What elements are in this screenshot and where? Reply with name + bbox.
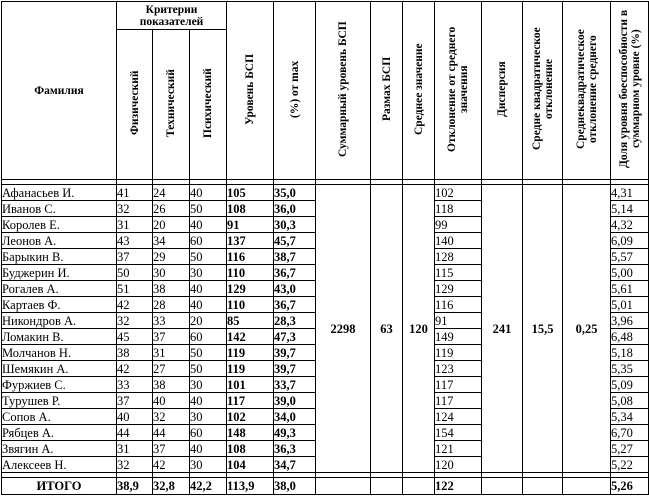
totals-empty-mean [403,478,435,495]
cell-surname: Сопов А. [2,409,117,425]
cell-pct-max: 36,0 [274,201,316,217]
cell-pct-max: 49,3 [274,425,316,441]
cell-surname: Турушев Р. [2,393,117,409]
cell-surname: Звягин А. [2,441,117,457]
totals-empty-variance [482,478,523,495]
results-table [1,1,649,495]
cell-deviation: 119 [435,345,482,361]
header-range-bsp-text: Размах БСП [380,56,393,122]
header-mean-text: Среднее значение [412,43,425,135]
cell-share: 6,09 [611,233,649,249]
cell-pct-max: 36,3 [274,441,316,457]
cell-pct-max: 34,7 [274,457,316,473]
cell-mean: 120 [403,185,435,473]
cell-psychic: 50 [190,201,227,217]
cell-std: 15,5 [523,185,563,473]
cell-range-bsp: 63 [371,185,403,473]
cell-bsp-level: 85 [227,313,274,329]
header-variance-text: Дисперсия [496,61,509,117]
header-total-bsp [316,2,371,180]
cell-deviation: 91 [435,313,482,329]
header-pct-max-text: (%) от max [288,60,301,118]
cell-physical: 37 [117,393,153,409]
cell-share: 5,34 [611,409,649,425]
cell-std-mean: 0,25 [563,185,611,473]
cell-share: 5,14 [611,201,649,217]
cell-psychic: 60 [190,329,227,345]
cell-surname: Картаев Ф. [2,297,117,313]
cell-deviation: 99 [435,217,482,233]
cell-surname: Буджерин И. [2,265,117,281]
cell-psychic: 60 [190,233,227,249]
cell-deviation: 149 [435,329,482,345]
cell-bsp-level: 129 [227,281,274,297]
cell-bsp-level: 148 [227,425,274,441]
totals-empty-std-mean [563,478,611,495]
cell-deviation: 123 [435,361,482,377]
totals-empty-range [371,478,403,495]
cell-pct-max: 28,3 [274,313,316,329]
cell-psychic: 40 [190,217,227,233]
cell-share: 5,18 [611,345,649,361]
cell-bsp-level: 104 [227,457,274,473]
cell-technical: 34 [153,233,190,249]
cell-deviation: 128 [435,249,482,265]
cell-bsp-level: 105 [227,185,274,201]
cell-physical: 31 [117,441,153,457]
table-row [2,185,649,201]
cell-technical: 33 [153,313,190,329]
cell-share: 5,08 [611,393,649,409]
cell-physical: 43 [117,233,153,249]
cell-bsp-level: 142 [227,329,274,345]
totals-empty-std [523,478,563,495]
cell-pct-max: 39,7 [274,345,316,361]
cell-deviation: 120 [435,457,482,473]
cell-physical: 37 [117,249,153,265]
header-physical [117,30,153,180]
header-std [523,2,563,180]
table-body [2,180,649,495]
header-deviation-text: Отклонение от среднего значения [446,26,471,152]
cell-surname: Иванов С. [2,201,117,217]
cell-surname: Рогалев А. [2,281,117,297]
cell-physical: 40 [117,409,153,425]
cell-physical: 32 [117,313,153,329]
cell-technical: 31 [153,345,190,361]
cell-deviation: 117 [435,377,482,393]
header-std-mean-text: Среднеквадратическое отклонение среднего [574,29,599,149]
cell-physical: 51 [117,281,153,297]
cell-variance: 241 [482,185,523,473]
cell-bsp-level: 119 [227,361,274,377]
cell-bsp-level: 110 [227,297,274,313]
cell-pct-max: 39,7 [274,361,316,377]
totals-deviation: 122 [435,478,482,495]
cell-physical: 50 [117,265,153,281]
cell-physical: 33 [117,377,153,393]
cell-pct-max: 33,7 [274,377,316,393]
cell-surname: Леонов А. [2,233,117,249]
cell-psychic: 40 [190,441,227,457]
header-range-bsp [371,2,403,180]
cell-bsp-level: 91 [227,217,274,233]
cell-share: 5,22 [611,457,649,473]
cell-psychic: 20 [190,313,227,329]
header-bsp-level [227,2,274,180]
cell-bsp-level: 117 [227,393,274,409]
cell-psychic: 30 [190,265,227,281]
cell-physical: 32 [117,201,153,217]
cell-technical: 38 [153,377,190,393]
cell-physical: 44 [117,425,153,441]
cell-surname: Королев Е. [2,217,117,233]
totals-empty-total-bsp [316,478,371,495]
cell-technical: 38 [153,281,190,297]
cell-physical: 32 [117,457,153,473]
cell-technical: 27 [153,361,190,377]
header-criteria [117,2,227,30]
cell-technical: 42 [153,457,190,473]
cell-psychic: 40 [190,185,227,201]
header-mean [403,2,435,180]
cell-physical: 41 [117,185,153,201]
cell-technical: 37 [153,329,190,345]
cell-psychic: 40 [190,393,227,409]
header-std-mean [563,2,611,180]
cell-technical: 28 [153,297,190,313]
cell-technical: 40 [153,393,190,409]
totals-row [2,478,649,495]
cell-share: 5,35 [611,361,649,377]
totals-physical: 38,9 [117,478,153,495]
cell-surname: Афанасьев И. [2,185,117,201]
totals-share: 5,26 [611,478,649,495]
cell-psychic: 60 [190,425,227,441]
header-psychic-text: Психический [202,68,215,138]
cell-bsp-level: 137 [227,233,274,249]
cell-deviation: 140 [435,233,482,249]
cell-pct-max: 36,7 [274,265,316,281]
header-surname-text: Фамилия [34,84,84,97]
cell-surname: Шемякин А. [2,361,117,377]
cell-pct-max: 34,0 [274,409,316,425]
cell-psychic: 30 [190,409,227,425]
cell-pct-max: 30,3 [274,217,316,233]
cell-surname: Барыкин В. [2,249,117,265]
cell-bsp-level: 119 [227,345,274,361]
cell-deviation: 124 [435,409,482,425]
header-pct-max [274,2,316,180]
cell-share: 4,31 [611,185,649,201]
header-total-bsp-text: Суммарный уровень БСП [337,21,350,157]
cell-physical: 31 [117,217,153,233]
header-physical-text: Физический [128,70,141,136]
header-psychic [190,30,227,180]
cell-share: 5,61 [611,281,649,297]
cell-share: 6,70 [611,425,649,441]
cell-pct-max: 45,7 [274,233,316,249]
cell-share: 5,57 [611,249,649,265]
cell-pct-max: 38,7 [274,249,316,265]
header-criteria-text: Критерии показателей [139,3,204,28]
cell-physical: 42 [117,297,153,313]
cell-technical: 44 [153,425,190,441]
cell-deviation: 117 [435,393,482,409]
header-technical-text: Технический [165,69,177,137]
header-share [611,2,649,180]
totals-pct-max: 38,0 [274,478,316,495]
cell-psychic: 30 [190,377,227,393]
header-technical [153,30,190,180]
cell-surname: Рябцев А. [2,425,117,441]
totals-technical: 32,8 [153,478,190,495]
cell-deviation: 129 [435,281,482,297]
cell-share: 4,32 [611,217,649,233]
cell-psychic: 50 [190,361,227,377]
cell-bsp-level: 108 [227,441,274,457]
cell-surname: Ломакин В. [2,329,117,345]
cell-share: 5,09 [611,377,649,393]
cell-deviation: 115 [435,265,482,281]
cell-technical: 37 [153,441,190,457]
cell-total-bsp: 2298 [316,185,371,473]
cell-surname: Молчанов Н. [2,345,117,361]
cell-technical: 24 [153,185,190,201]
cell-surname: Фуржиев С. [2,377,117,393]
cell-deviation: 116 [435,297,482,313]
cell-physical: 42 [117,361,153,377]
cell-surname: Алексеев Н. [2,457,117,473]
cell-psychic: 40 [190,281,227,297]
cell-share: 3,96 [611,313,649,329]
cell-deviation: 118 [435,201,482,217]
cell-bsp-level: 108 [227,201,274,217]
cell-psychic: 40 [190,297,227,313]
header-bsp-level-text: Уровень БСП [244,53,257,125]
cell-pct-max: 43,0 [274,281,316,297]
cell-psychic: 50 [190,345,227,361]
cell-technical: 29 [153,249,190,265]
totals-psychic: 42,2 [190,478,227,495]
cell-bsp-level: 102 [227,409,274,425]
cell-physical: 45 [117,329,153,345]
cell-psychic: 50 [190,249,227,265]
cell-share: 6,48 [611,329,649,345]
header-deviation [435,2,482,180]
header-share-text: Доля уровня боеспособности в суммарном уровне (%) [617,9,642,169]
cell-pct-max: 35,0 [274,185,316,201]
cell-psychic: 30 [190,457,227,473]
cell-deviation: 102 [435,185,482,201]
cell-bsp-level: 110 [227,265,274,281]
cell-bsp-level: 116 [227,249,274,265]
cell-pct-max: 47,3 [274,329,316,345]
header-surname [2,2,117,180]
cell-share: 5,01 [611,297,649,313]
cell-physical: 38 [117,345,153,361]
cell-technical: 32 [153,409,190,425]
header-variance [482,2,523,180]
cell-technical: 20 [153,217,190,233]
cell-surname: Никондров А. [2,313,117,329]
cell-share: 5,27 [611,441,649,457]
cell-bsp-level: 101 [227,377,274,393]
cell-pct-max: 36,7 [274,297,316,313]
cell-share: 5,00 [611,265,649,281]
cell-pct-max: 39,0 [274,393,316,409]
totals-label: ИТОГО [2,478,117,495]
cell-technical: 26 [153,201,190,217]
cell-deviation: 154 [435,425,482,441]
cell-technical: 30 [153,265,190,281]
table-header [2,2,649,180]
header-std-text: Средне квадратическое отклонение [530,27,555,151]
totals-bsp-level: 113,9 [227,478,274,495]
cell-deviation: 121 [435,441,482,457]
